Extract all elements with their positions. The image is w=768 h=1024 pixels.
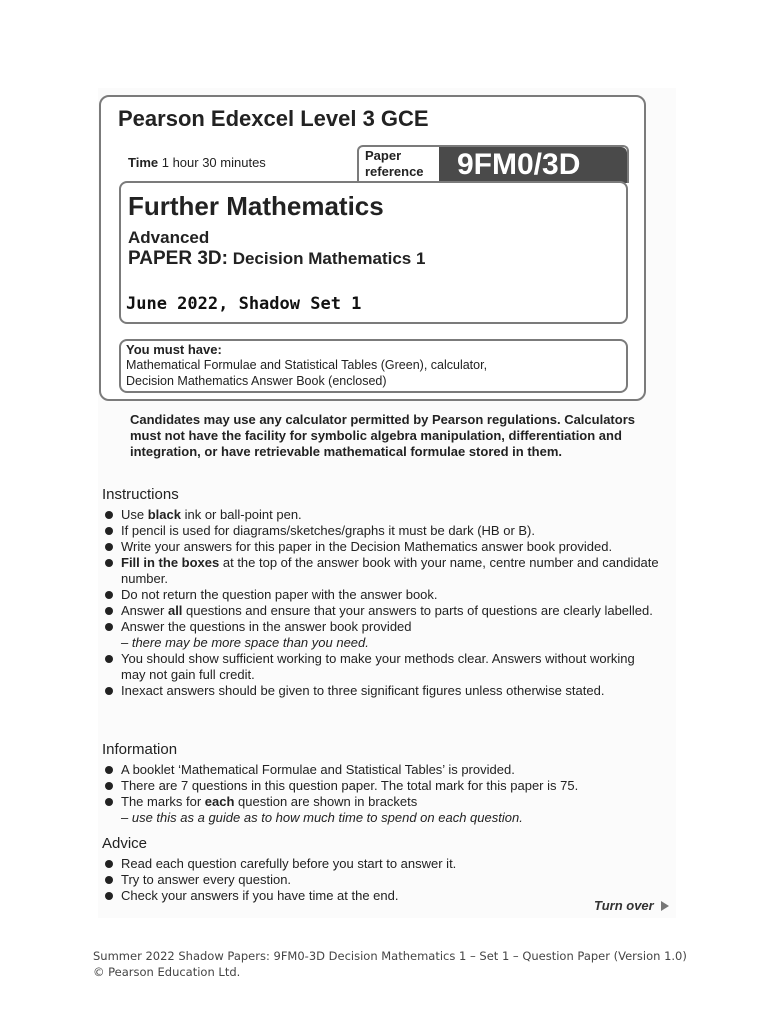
instruction-item-text: Use: [121, 507, 148, 522]
instruction-item-text: Answer the questions in the answer book provided: [121, 619, 412, 634]
paper-name: Decision Mathematics 1: [232, 249, 426, 268]
paper-code: 9FM0/3D: [439, 147, 627, 183]
time-value: 1 hour 30 minutes: [161, 155, 266, 170]
advice-item-text: Read each question carefully before you start to answer it.: [121, 856, 457, 871]
instruction-item-text: You should show sufficient working to make your methods clear. Answers without working may not gain full credit.: [121, 651, 635, 682]
turn-over-text: Turn over: [594, 898, 654, 913]
instruction-item: [102, 651, 662, 683]
advice-list: [102, 856, 662, 904]
instruction-item: [102, 683, 662, 699]
instruction-item: [102, 603, 662, 619]
subject-title: Further Mathematics: [128, 191, 384, 221]
instruction-item-text: questions and ensure that your answers to parts of questions are clearly labelled.: [182, 603, 653, 618]
information-item-note: – use this as a guide as to how much time to spend on each question.: [121, 810, 523, 825]
must-have-line: Decision Mathematics Answer Book (enclosed): [126, 374, 387, 388]
advice-item-text: Check your answers if you have time at the end.: [121, 888, 399, 903]
turn-over-label: [594, 898, 669, 913]
paper-reference-label: Paper reference: [365, 148, 424, 179]
paper-reference-box: [357, 145, 629, 183]
instruction-item-text: Fill in the boxes: [121, 555, 220, 570]
information-item: [102, 762, 662, 778]
instruction-item-text: If pencil is used for diagrams/sketches/graphs it must be dark (HB or B).: [121, 523, 536, 538]
instruction-item: [102, 555, 662, 587]
information-list: [102, 762, 662, 826]
instruction-item-note: – there may be more space than you need.: [121, 635, 369, 650]
instruction-item: [102, 523, 662, 539]
qualification-title: Pearson Edexcel Level 3 GCE: [118, 106, 429, 131]
instruction-item-text: Do not return the question paper with the answer book.: [121, 587, 438, 602]
advice-item-text: Try to answer every question.: [121, 872, 292, 887]
instruction-item-text: Inexact answers should be given to three significant figures unless otherwise stated.: [121, 683, 605, 698]
instruction-item: [102, 619, 662, 651]
paper-prefix: PAPER 3D:: [128, 248, 228, 269]
must-have-line: Mathematical Formulae and Statistical Tables (Green), calculator,: [126, 358, 488, 372]
level-label: Advanced: [128, 228, 210, 247]
arrow-right-icon: [661, 901, 669, 911]
exam-session: June 2022, Shadow Set 1: [126, 294, 362, 314]
calculator-note: Candidates may use any calculator permitted by Pearson regulations. Calculators must not have the facility for symbolic algebra manipulation, differentiation and integration, or have retrievable mathematical formulae stored in them.: [130, 412, 635, 459]
must-have-text: [126, 357, 487, 389]
page-footer: [93, 948, 733, 980]
instruction-item: [102, 587, 662, 603]
instruction-item: [102, 539, 662, 555]
information-item-text: There are 7 questions in this question paper. The total mark for this paper is 75.: [121, 778, 579, 793]
instruction-item-text: all: [167, 603, 183, 618]
information-item-text: each: [204, 794, 235, 809]
time-allowed: [128, 155, 266, 170]
information-item-text: question are shown in brackets: [234, 794, 418, 809]
advice-item: [102, 856, 662, 872]
information-item-text: The marks for: [121, 794, 205, 809]
advice-item: [102, 872, 662, 888]
footer-line: Summer 2022 Shadow Papers: 9FM0-3D Decision Mathematics 1 – Set 1 – Question Paper (Version 1.0): [93, 949, 687, 963]
instruction-item-text: Answer: [121, 603, 168, 618]
paper-title: [128, 248, 425, 270]
information-item-text: A booklet ‘Mathematical Formulae and Statistical Tables’ is provided.: [121, 762, 515, 777]
instructions-heading: Instructions: [102, 486, 179, 503]
advice-item: [102, 888, 662, 904]
footer-copyright: © Pearson Education Ltd.: [93, 965, 241, 979]
instructions-list: [102, 507, 662, 699]
instruction-item-text: ink or ball-point pen.: [180, 507, 302, 522]
information-item: [102, 794, 662, 826]
information-item: [102, 778, 662, 794]
information-heading: Information: [102, 741, 178, 758]
instruction-item-text: black: [147, 507, 181, 522]
instruction-item: [102, 507, 662, 523]
time-label: Time: [128, 155, 159, 170]
advice-heading: Advice: [102, 835, 148, 852]
must-have-title: You must have:: [126, 342, 222, 357]
instruction-item-text: Write your answers for this paper in the Decision Mathematics answer book provided.: [121, 539, 613, 554]
instruction-item-text: at the top of the answer book with your name, centre number and candidate number.: [121, 555, 659, 586]
